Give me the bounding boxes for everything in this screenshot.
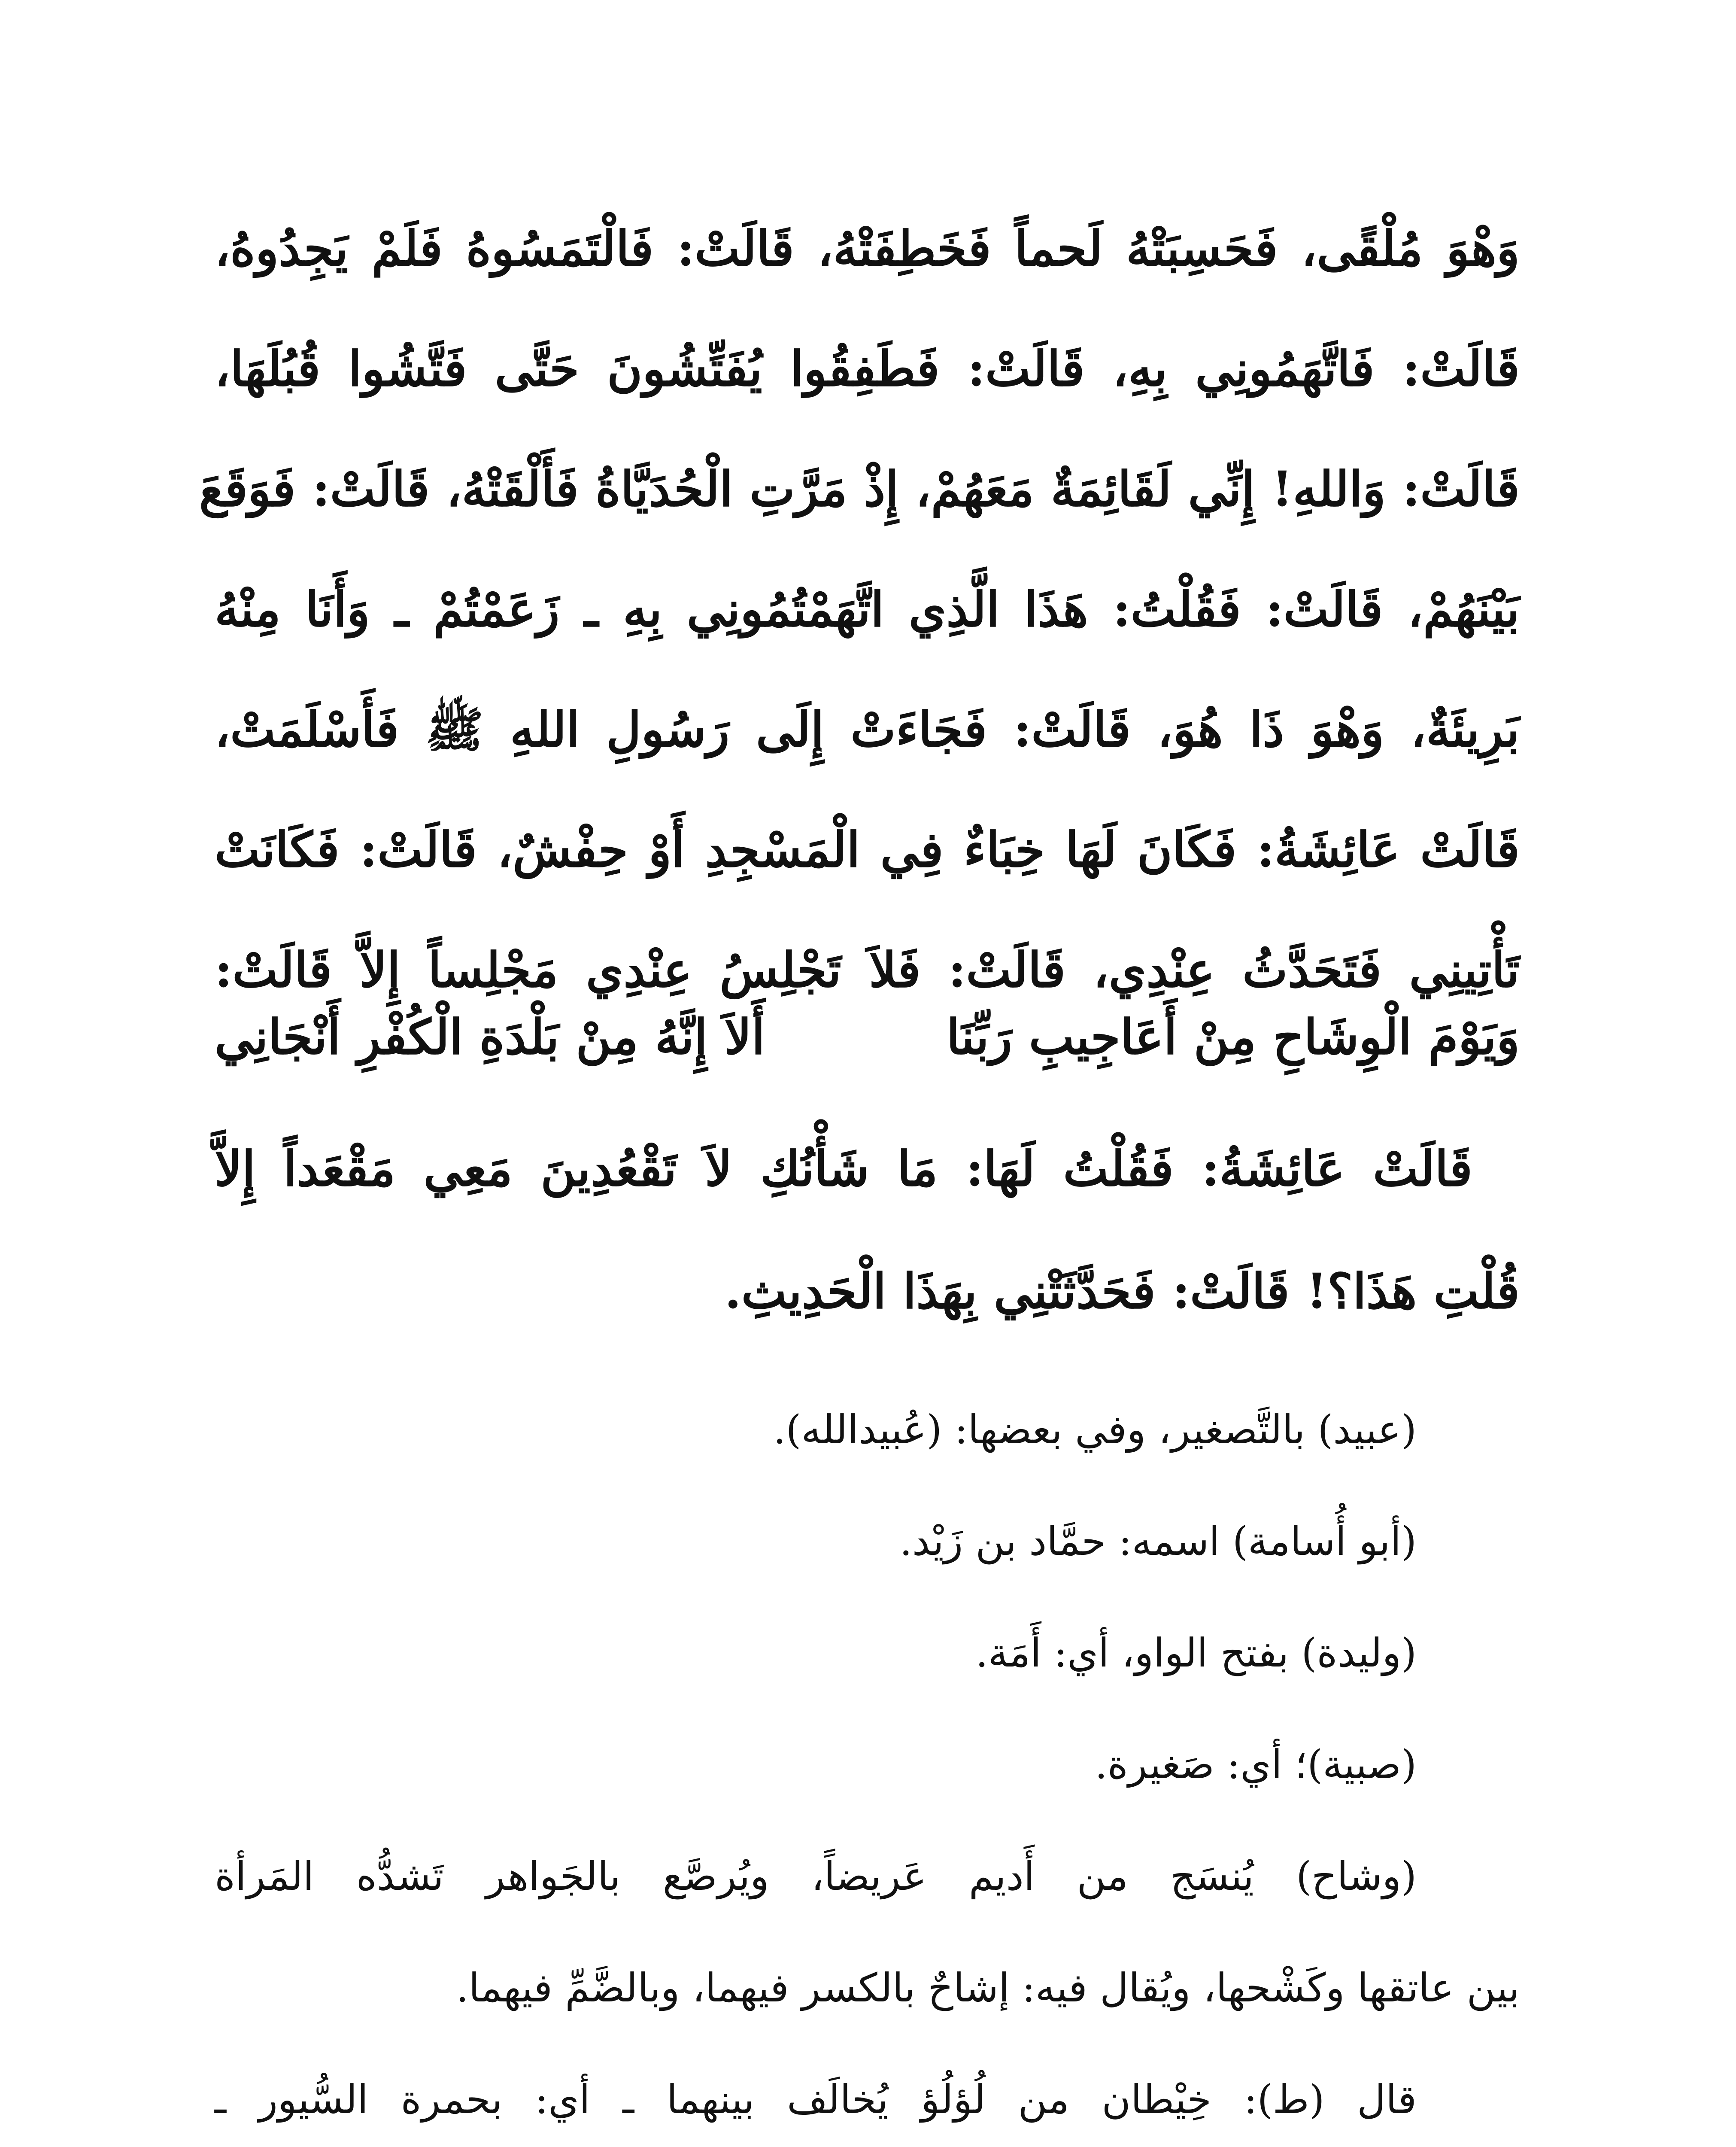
text-line: وَهْوَ مُلْقًى، فَحَسِبَتْهُ لَحماً فَخَطِفَتْهُ، قَالَتْ: فَالْتَمَسُوهُ فَلَمْ يَجِدُوهُ، — [215, 221, 1520, 277]
note-line: قال (ط): خِيْطان من لُؤلُؤ يُخالَف بينهما ـ أي: بحمرة السُّيور ـ — [215, 2077, 1417, 2123]
poem-verse — [215, 1001, 1520, 1112]
text-line: تَأْتِينِي فَتَحَدَّثُ عِنْدِي، قَالَتْ: فَلاَ تَجْلِسُ عِنْدِي مَجْلِساً إِلاَّ قَالَتْ: — [215, 942, 1520, 998]
text-line: قَالَتْ عَائِشَةُ: فَقُلْتُ لَهَا: مَا شَأْنُكِ لاَ تَقْعُدِينَ مَعِي مَقْعَداً إِلاَّ — [215, 1141, 1473, 1197]
note-line: (وليدة) بفتح الواو، أي: أَمَة. — [975, 1630, 1417, 1676]
note-line: (أبو أُسامة) اسمه: حمَّاد بن زَيْد. — [899, 1518, 1417, 1564]
text-line: قَالَتْ: وَاللهِ! إِنِّي لَقَائِمَةٌ مَعَهُمْ، إِذْ مَرَّتِ الْحُدَيَّاةُ فَأَلْقَتْهُ، قَالَتْ: فَوَقَعَ — [199, 461, 1520, 517]
text-line: قَالَتْ عَائِشَةُ: فَكَانَ لَهَا خِبَاءٌ فِي الْمَسْجِدِ أَوْ حِفْشٌ، قَالَتْ: فَكَانَتْ — [215, 822, 1520, 878]
text-line: بَيْنَهُمْ، قَالَتْ: فَقُلْتُ: هَذَا الَّذِي اتَّهَمْتُمُونِي بِهِ ـ زَعَمْتُمْ ـ وَأَنَا مِنْهُ — [215, 581, 1520, 638]
text-line: قَالَتْ: فَاتَّهَمُونِي بِهِ، قَالَتْ: فَطَفِقُوا يُفَتِّشُونَ حَتَّى فَتَّشُوا قُبُلَهَا، — [215, 341, 1520, 397]
poem-first-hemistich: وَيَوْمَ الْوِشَاحِ مِنْ أَعَاجِيبِ رَبِّنَا — [946, 1009, 1520, 1065]
text-line: بَرِيئَةٌ، وَهْوَ ذَا هُوَ، قَالَتْ: فَجَاءَتْ إِلَى رَسُولِ اللهِ ﷺ فَأَسْلَمَتْ، — [215, 702, 1520, 758]
note-line: (عبيد) بالتَّصغير، وفي بعضها: (عُبيدالله). — [773, 1407, 1417, 1453]
poem-second-hemistich: أَلاَ إِنَّهُ مِنْ بَلْدَةِ الْكُفْرِ أَنْجَانِي — [215, 1009, 765, 1065]
note-line: (وشاح) يُنسَج من أَديم عَريضاً، ويُرصَّع بالجَواهر تَشدُّه المَرأة — [215, 1853, 1417, 1899]
text-line: قُلْتِ هَذَا؟! قَالَتْ: فَحَدَّثَتْنِي بِهَذَا الْحَدِيثِ. — [724, 1263, 1520, 1320]
note-line: بين عاتقها وكَشْحها، ويُقال فيه: إشاحٌ بالكسر فيهما، وبالضَّمِّ فيهما. — [456, 1965, 1520, 2011]
commentary-notes — [215, 1374, 1520, 2147]
hadith-text — [199, 189, 1520, 1031]
note-line: (صبية)؛ أي: صَغيرة. — [1095, 1742, 1417, 1788]
closing-paragraph — [215, 1108, 1520, 1353]
